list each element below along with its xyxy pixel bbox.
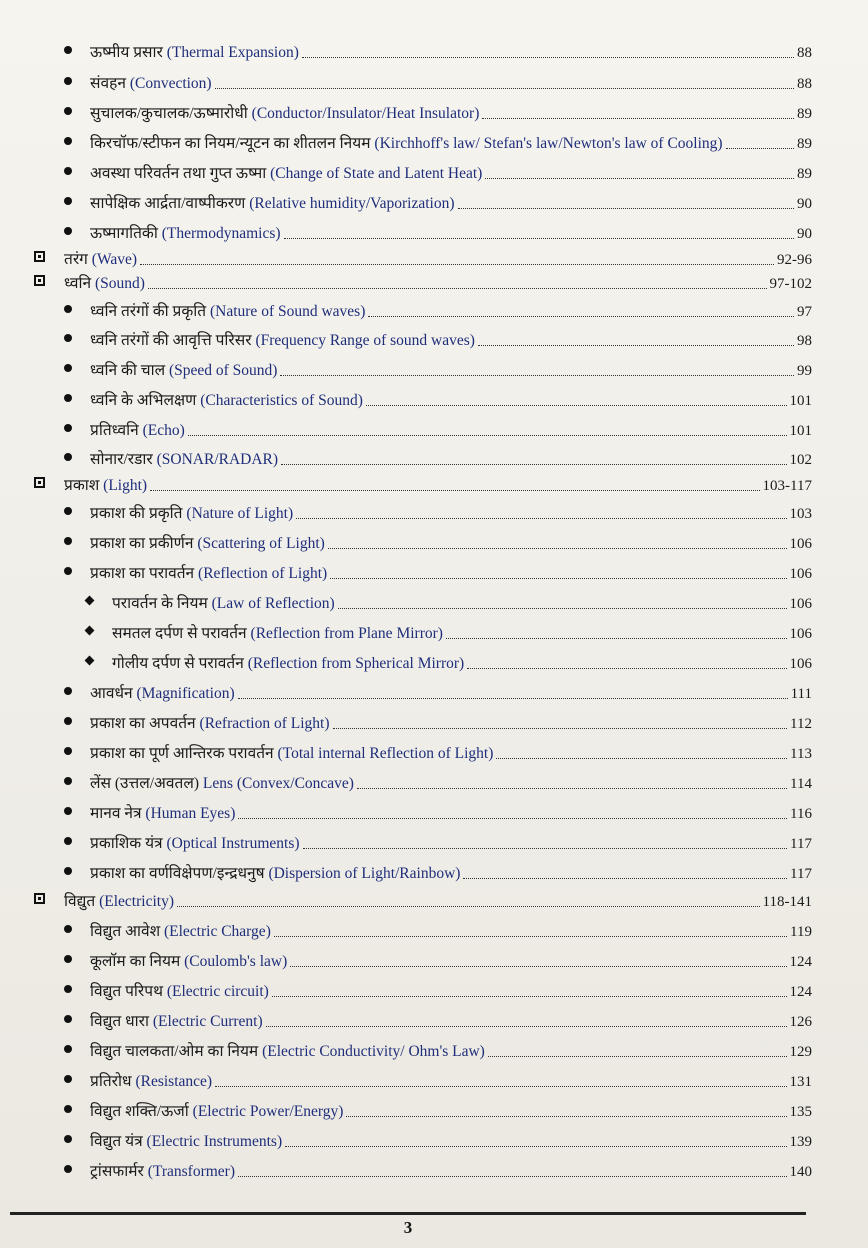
toc-entry-title	[90, 1013, 263, 1031]
toc-entry-page-number: 97	[797, 304, 812, 320]
toc-entry-english-title: (Electricity)	[99, 893, 174, 910]
toc-entry-title	[90, 44, 299, 62]
round-bullet-icon	[28, 953, 90, 971]
toc-entry	[28, 332, 812, 350]
dot-leader	[150, 490, 759, 491]
toc-entry-title	[90, 953, 287, 971]
toc-entry-page-number: 131	[789, 1074, 812, 1090]
round-bullet-icon	[28, 685, 90, 703]
toc-entry	[28, 44, 812, 62]
toc-entry	[28, 865, 812, 883]
diamond-bullet-icon	[28, 625, 112, 643]
toc-entry-hindi-title: सुचालक/कुचालक/ऊष्मारोधी	[90, 105, 248, 122]
toc-entry-title	[90, 505, 293, 523]
dot-leader	[140, 264, 774, 265]
toc-entry-hindi-title: लेंस (उत्तल/अवतल)	[90, 775, 200, 792]
dot-leader	[274, 936, 787, 937]
dot-leader	[446, 638, 787, 639]
toc-entry-page-number: 106	[789, 656, 812, 672]
toc-entry-hindi-title: प्रकाश का परावर्तन	[90, 565, 195, 582]
toc-entry-page-number: 124	[789, 984, 812, 1000]
toc-entry-english-title: (Kirchhoff's law/ Stefan's law/Newton's law of Cooling)	[374, 135, 723, 152]
toc-entry-title	[90, 565, 327, 583]
dot-leader	[338, 608, 787, 609]
round-bullet-icon	[28, 44, 90, 62]
toc-entry-english-title: (Reflection from Plane Mirror)	[250, 625, 443, 642]
toc-entry-english-title: (Reflection of Light)	[198, 565, 328, 582]
toc-entry-hindi-title: मानव नेत्र	[90, 805, 142, 822]
toc-entry-page-number: 103-117	[762, 478, 812, 494]
toc-entry-english-title: (Speed of Sound)	[168, 362, 278, 379]
dot-leader	[467, 668, 786, 669]
toc-entry-hindi-title: ट्रांसफार्मर	[90, 1163, 144, 1180]
toc-entry-title	[90, 685, 235, 703]
round-bullet-icon	[28, 1133, 90, 1151]
round-bullet-icon	[28, 225, 90, 243]
toc-entry-english-title: (Wave)	[91, 251, 138, 268]
toc-entry-page-number: 101	[789, 393, 812, 409]
toc-entry	[28, 805, 812, 823]
toc-entry-page-number: 92-96	[777, 252, 812, 268]
toc-entry-title	[112, 595, 335, 613]
toc-entry-english-title: (Coulomb's law)	[184, 953, 288, 970]
toc-entry	[28, 835, 812, 853]
toc-entry	[28, 165, 812, 183]
toc-entry	[28, 775, 812, 793]
toc-entry-hindi-title: ऊष्मागतिकी	[90, 225, 158, 242]
toc-entry-title	[90, 535, 325, 553]
toc-entry-hindi-title: विद्युत परिपथ	[90, 983, 163, 1000]
toc-entry	[28, 251, 812, 269]
dot-leader	[238, 1176, 786, 1177]
toc-entry	[28, 595, 812, 613]
dot-leader	[188, 435, 787, 436]
toc-entry-english-title: (SONAR/RADAR)	[156, 451, 279, 468]
toc-entry-title	[64, 251, 137, 269]
toc-entry-page-number: 118-141	[762, 894, 812, 910]
toc-entry-hindi-title: विद्युत	[64, 893, 96, 910]
toc-entry-hindi-title: सोनार/रडार	[90, 451, 153, 468]
round-bullet-icon	[28, 835, 90, 853]
toc-entry-page-number: 89	[797, 106, 812, 122]
toc-entry	[28, 1073, 812, 1091]
toc-entry	[28, 422, 812, 440]
toc-entry-page-number: 117	[790, 836, 812, 852]
toc-entry	[28, 505, 812, 523]
toc-entry-page-number: 140	[789, 1164, 812, 1180]
round-bullet-icon	[28, 195, 90, 213]
diamond-bullet-icon	[28, 595, 112, 613]
toc-entry-title	[112, 625, 443, 643]
toc-entry-title	[90, 715, 330, 733]
round-bullet-icon	[28, 135, 90, 153]
toc-entry-hindi-title: ऊष्मीय प्रसार	[90, 44, 163, 61]
toc-entry-english-title: (Refraction of Light)	[199, 715, 330, 732]
toc-entry-page-number: 97-102	[769, 276, 812, 292]
toc-entry	[28, 923, 812, 941]
round-bullet-icon	[28, 745, 90, 763]
dot-leader	[488, 1056, 787, 1057]
round-bullet-icon	[28, 1163, 90, 1181]
toc-entry-page-number: 139	[789, 1134, 812, 1150]
toc-entry-english-title: (Transformer)	[147, 1163, 236, 1180]
toc-entry	[28, 303, 812, 321]
round-bullet-icon	[28, 362, 90, 380]
toc-entry-english-title: (Optical Instruments)	[166, 835, 300, 852]
toc-entry-hindi-title: प्रतिध्वनि	[90, 422, 139, 439]
toc-entry-english-title: (Human Eyes)	[145, 805, 236, 822]
dot-leader	[272, 996, 787, 997]
toc-entry-title	[90, 983, 269, 1001]
toc-entry-hindi-title: प्रकाश	[64, 477, 100, 494]
dot-leader	[303, 848, 788, 849]
dot-leader	[458, 208, 794, 209]
toc-entry-title	[90, 923, 271, 941]
round-bullet-icon	[28, 303, 90, 321]
toc-entry-hindi-title: गोलीय दर्पण से परावर्तन	[112, 655, 244, 672]
dot-leader	[296, 518, 786, 519]
toc-entry-page-number: 129	[789, 1044, 812, 1060]
dot-leader	[478, 345, 794, 346]
toc-entry	[28, 1043, 812, 1061]
round-bullet-icon	[28, 75, 90, 93]
toc-entry-title	[90, 225, 281, 243]
dot-leader	[333, 728, 788, 729]
toc-entry-english-title: (Convection)	[129, 75, 212, 92]
toc-entry-english-title: (Nature of Light)	[186, 505, 294, 522]
dot-leader	[280, 375, 794, 376]
dot-leader	[485, 178, 794, 179]
toc-entry-title	[64, 893, 174, 911]
toc-entry-english-title: (Conductor/Insulator/Heat Insulator)	[251, 105, 480, 122]
dot-leader	[238, 698, 788, 699]
toc-entry-title	[90, 105, 479, 123]
toc-entry-page-number: 89	[797, 166, 812, 182]
toc-entry-title	[90, 1073, 212, 1091]
dot-leader	[290, 966, 786, 967]
toc-entry-hindi-title: प्रकाश का वर्णविक्षेपण/इन्द्रधनुष	[90, 865, 265, 882]
toc-entry-page-number: 135	[789, 1104, 812, 1120]
toc-entry-page-number: 116	[790, 806, 812, 822]
round-bullet-icon	[28, 1013, 90, 1031]
toc-entry-english-title: (Sound)	[94, 275, 145, 292]
toc-entry-title	[90, 75, 212, 93]
dot-leader	[148, 288, 767, 289]
toc-entry	[28, 477, 812, 495]
section-square-bullet-icon	[28, 251, 64, 269]
toc-entry	[28, 392, 812, 410]
toc-entry-hindi-title: प्रतिरोध	[90, 1073, 132, 1090]
toc-entry-hindi-title: प्रकाश का प्रकीर्णन	[90, 535, 194, 552]
round-bullet-icon	[28, 805, 90, 823]
dot-leader	[482, 118, 794, 119]
toc-entry-title	[90, 835, 300, 853]
toc-entry-hindi-title: विद्युत आवेश	[90, 923, 161, 940]
toc-entry-title	[64, 477, 147, 495]
dot-leader	[496, 758, 787, 759]
toc-entry-hindi-title: विद्युत यंत्र	[90, 1133, 143, 1150]
toc-entry-page-number: 126	[789, 1014, 812, 1030]
round-bullet-icon	[28, 1043, 90, 1061]
toc-entry-title	[90, 745, 493, 763]
toc-entry	[28, 105, 812, 123]
toc-entry-english-title: (Change of State and Latent Heat)	[270, 165, 483, 182]
toc-entry-page-number: 101	[789, 423, 812, 439]
round-bullet-icon	[28, 505, 90, 523]
toc-entry-english-title: (Echo)	[142, 422, 185, 439]
toc-entry-english-title: (Nature of Sound waves)	[209, 303, 366, 320]
toc-entry-english-title: (Reflection from Spherical Mirror)	[247, 655, 465, 672]
toc-entry-hindi-title: विद्युत शक्ति/ऊर्जा	[90, 1103, 189, 1120]
toc-entry-hindi-title: ध्वनि तरंगों की प्रकृति	[90, 303, 207, 320]
toc-entry-hindi-title: संवहन	[90, 75, 126, 92]
dot-leader	[330, 578, 786, 579]
toc-entry-page-number: 114	[790, 776, 812, 792]
toc-entry-title	[90, 805, 235, 823]
toc-entry-page-number: 106	[789, 536, 812, 552]
toc-entry-title	[90, 1133, 282, 1151]
toc-entry-page-number: 99	[797, 363, 812, 379]
toc-entry-hindi-title: प्रकाशिक यंत्र	[90, 835, 163, 852]
toc-entry-page-number: 106	[789, 566, 812, 582]
toc-entry-page-number: 90	[797, 226, 812, 242]
toc-entry-page-number: 106	[789, 596, 812, 612]
toc-entry-english-title: (Characteristics of Sound)	[200, 392, 363, 409]
dot-leader	[177, 906, 760, 907]
toc-entry-title	[90, 1043, 485, 1061]
toc-entry-title	[64, 275, 145, 293]
toc-entry-hindi-title: प्रकाश की प्रकृति	[90, 505, 183, 522]
toc-entry-english-title: (Electric Conductivity/ Ohm's Law)	[262, 1043, 485, 1060]
toc-entry-page-number: 103	[789, 506, 812, 522]
round-bullet-icon	[28, 923, 90, 941]
dot-leader	[368, 316, 794, 317]
toc-entry-title	[90, 303, 365, 321]
toc-entry-hindi-title: ध्वनि	[64, 275, 92, 292]
round-bullet-icon	[28, 165, 90, 183]
toc-entry	[28, 362, 812, 380]
dot-leader	[357, 788, 787, 789]
dot-leader	[238, 818, 787, 819]
toc-entry-title	[90, 195, 455, 213]
toc-entry	[28, 195, 812, 213]
toc-entry-english-title: (Electric Current)	[152, 1013, 263, 1030]
section-square-bullet-icon	[28, 893, 64, 911]
toc-entry	[28, 1133, 812, 1151]
toc-entry-hindi-title: परावर्तन के नियम	[112, 595, 208, 612]
toc-entry-hindi-title: अवस्था परिवर्तन तथा गुप्त ऊष्मा	[90, 165, 267, 182]
dot-leader	[284, 238, 794, 239]
toc-entry-title	[90, 1103, 343, 1121]
toc-entry-hindi-title: प्रकाश का पूर्ण आन्तिरक परावर्तन	[90, 745, 274, 762]
dot-leader	[281, 464, 786, 465]
toc-entry-page-number: 117	[790, 866, 812, 882]
toc-entry	[28, 893, 812, 911]
toc-entry-page-number: 119	[790, 924, 812, 940]
round-bullet-icon	[28, 535, 90, 553]
toc-entry	[28, 625, 812, 643]
round-bullet-icon	[28, 715, 90, 733]
dot-leader	[463, 878, 787, 879]
toc-entry-title	[90, 165, 482, 183]
toc-entry	[28, 135, 812, 153]
round-bullet-icon	[28, 451, 90, 469]
dot-leader	[346, 1116, 786, 1117]
toc-entry-hindi-title: आवर्धन	[90, 685, 133, 702]
toc-entry	[28, 655, 812, 673]
toc-entry-page-number: 124	[789, 954, 812, 970]
toc-entry-english-title: (Thermodynamics)	[161, 225, 281, 242]
toc-entry	[28, 451, 812, 469]
toc-entry-title	[90, 865, 460, 883]
toc-entry-title	[90, 135, 723, 153]
diamond-bullet-icon	[28, 655, 112, 673]
toc-entry-hindi-title: ध्वनि तरंगों की आवृत्ति परिसर	[90, 332, 252, 349]
round-bullet-icon	[28, 565, 90, 583]
toc-entry-title	[90, 451, 278, 469]
toc-entry-hindi-title: विद्युत धारा	[90, 1013, 150, 1030]
toc-entry-hindi-title: समतल दर्पण से परावर्तन	[112, 625, 247, 642]
toc-entry-page-number: 89	[797, 136, 812, 152]
toc-entry-title	[90, 362, 277, 380]
toc-entry-english-title: (Total internal Reflection of Light)	[277, 745, 494, 762]
dot-leader	[366, 405, 787, 406]
toc-entry-english-title: Lens (Convex/Concave)	[202, 775, 354, 792]
toc-entry-page-number: 106	[789, 626, 812, 642]
toc-entry-hindi-title: ध्वनि के अभिलक्षण	[90, 392, 197, 409]
round-bullet-icon	[28, 775, 90, 793]
toc-entry-page-number: 90	[797, 196, 812, 212]
toc-entry-title	[112, 655, 464, 673]
toc-entry	[28, 225, 812, 243]
round-bullet-icon	[28, 105, 90, 123]
section-square-bullet-icon	[28, 275, 64, 293]
toc-entry-title	[90, 392, 363, 410]
toc-entry-title	[90, 332, 475, 350]
toc-entry-english-title: (Resistance)	[135, 1073, 213, 1090]
toc-entry-page-number: 98	[797, 333, 812, 349]
toc-entry	[28, 983, 812, 1001]
page-number: 3	[403, 1218, 413, 1237]
toc-entry-title	[90, 1163, 235, 1181]
toc-entry	[28, 953, 812, 971]
toc-entry-title	[90, 422, 185, 440]
dot-leader	[302, 57, 794, 58]
dot-leader	[266, 1026, 787, 1027]
toc-entry	[28, 745, 812, 763]
toc-entry	[28, 75, 812, 93]
dot-leader	[328, 548, 787, 549]
toc-entry-hindi-title: ध्वनि की चाल	[90, 362, 166, 379]
toc-entry-page-number: 111	[790, 686, 812, 702]
toc-entry	[28, 1013, 812, 1031]
toc-entry-hindi-title: किरचॉफ/स्टीफन का नियम/न्यूटन का शीतलन नियम	[90, 135, 371, 152]
toc-entry-english-title: (Dispersion of Light/Rainbow)	[268, 865, 461, 882]
toc-entry-page-number: 112	[790, 716, 812, 732]
toc-entry-english-title: (Light)	[103, 477, 148, 494]
toc-entry-english-title: (Scattering of Light)	[197, 535, 325, 552]
dot-leader	[726, 148, 794, 149]
toc-entry	[28, 535, 812, 553]
toc-entry	[28, 1163, 812, 1181]
round-bullet-icon	[28, 1073, 90, 1091]
toc-entry	[28, 685, 812, 703]
toc-entry-hindi-title: कूलॉम का नियम	[90, 953, 181, 970]
toc-entry-english-title: (Electric Power/Energy)	[192, 1103, 344, 1120]
toc-entry-page-number: 88	[797, 76, 812, 92]
toc-entry-page-number: 102	[789, 452, 812, 468]
dot-leader	[215, 88, 794, 89]
toc-entry-english-title: (Law of Reflection)	[211, 595, 335, 612]
round-bullet-icon	[28, 1103, 90, 1121]
toc-entry-english-title: (Frequency Range of sound waves)	[255, 332, 475, 349]
toc-entry-english-title: (Relative humidity/Vaporization)	[249, 195, 455, 212]
toc-entry-hindi-title: विद्युत चालकता/ओम का नियम	[90, 1043, 259, 1060]
toc-entry-english-title: (Electric circuit)	[166, 983, 269, 1000]
round-bullet-icon	[28, 392, 90, 410]
toc-entry	[28, 565, 812, 583]
toc-entry-title	[90, 775, 354, 793]
section-square-bullet-icon	[28, 477, 64, 495]
toc-entry-english-title: (Thermal Expansion)	[166, 44, 299, 61]
toc-entry-page-number: 88	[797, 45, 812, 61]
toc-entry	[28, 1103, 812, 1121]
toc-entry-hindi-title: प्रकाश का अपवर्तन	[90, 715, 196, 732]
toc-entry-hindi-title: तरंग	[64, 251, 88, 268]
toc-entry-page-number: 113	[790, 746, 812, 762]
round-bullet-icon	[28, 865, 90, 883]
footer-rule	[10, 1212, 806, 1215]
round-bullet-icon	[28, 983, 90, 1001]
dot-leader	[285, 1146, 786, 1147]
toc-entry	[28, 715, 812, 733]
toc-entry-hindi-title: सापेक्षिक आर्द्रता/वाष्पीकरण	[90, 195, 246, 212]
toc-entry-english-title: (Electric Charge)	[163, 923, 271, 940]
toc-entry-english-title: (Magnification)	[136, 685, 235, 702]
round-bullet-icon	[28, 422, 90, 440]
toc-entry-english-title: (Electric Instruments)	[146, 1133, 283, 1150]
round-bullet-icon	[28, 332, 90, 350]
toc-entry	[28, 275, 812, 293]
dot-leader	[215, 1086, 786, 1087]
